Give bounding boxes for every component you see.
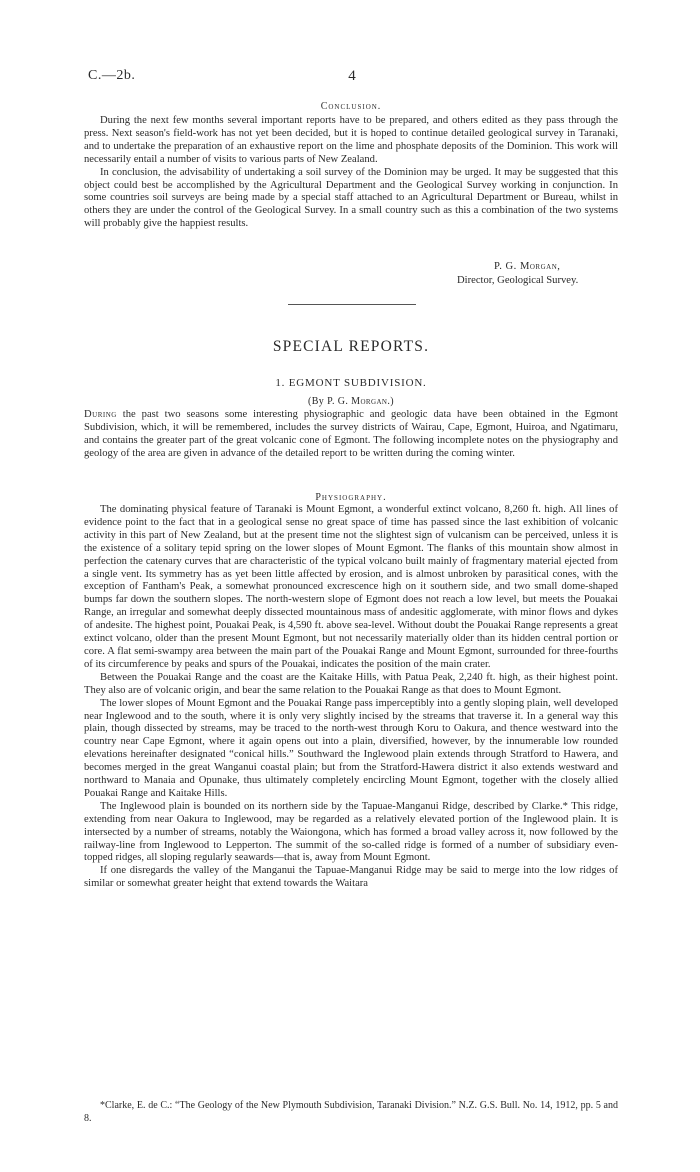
paragraph: The dominating physical feature of Taranaki is Mount Egmont, a wonderful extinct volcano, 8,260 ft. high. All lines of evidence point to the fact that in a geological sense no great space of time has passed since the last exhibition of volcanic activity in this part of New Zealand, but at the present time not the slightest sign of vulcanism can be perceived, unless it is the existence of a solitary tepid spring on the lower slopes of Mount Egmont. The flanks of this mountain show almost in perfection the catenary curves that are characteristic of the typical volcano built mainly of fragmentary material ejected from a single vent. Its symmetry has as yet been little affected by erosion, and is almost unbroken by parasitical cones, with the exception of Fantham's Peak, a somewhat pronounced excrescence high on it southern side, and two small dome-shaped bumps far down the southern slopes. The north-western slope of Egmont does not reach a low level, but meets the Pouakai Range, an irregular and somewhat deeply dissected mountainous mass of andesitic agglomerate, with minor flows and dykes of andesite. The highest point, Pouakai Peak, is 4,590 ft. above sea-level. Without doubt the Pouakai Range represents a great extinct volcano, older than the present Mount Egmont, but not necessarily materially older than its hidden central portion or core. A flat semi-swampy area between the main part of the Pouakai Range and Mount Egmont, surrounded for three-fourths of its circumference by peaks and spurs of the Pouakai, indicates the position of the main crater. <box>84 504 618 670</box>
paragraph: The Inglewood plain is bounded on its northern side by the Tapuae-Manganui Ridge, described by Clarke.* This ridge, extending from near Oakura to Inglewood, may be regarded as a relatively elevated portion of the Inglewood plain. It is intersected by a number of streams, notably the Waiongona, which has formed a broad valley across it, now followed by the railway-line from Inglewood to Lepperton. The summit of the so-called ridge is formed of a number of subsidiary even-topped ridges, all sloping regularly seawards—that is, away from Mount Egmont. <box>84 800 618 864</box>
paragraph: Between the Pouakai Range and the coast are the Kaitake Hills, with Patua Peak, 2,240 ft. high, as their highest point. They also are of volcanic origin, and bear the same relation to the Pouakai Range as that does to Mount Egmont. <box>84 671 618 696</box>
conclusion-body <box>84 115 618 231</box>
section-heading: 1. EGMONT SUBDIVISION. <box>275 377 427 389</box>
intro-body <box>84 409 618 461</box>
conclusion-heading: Conclusion. <box>320 101 382 112</box>
document-code: C.—2b. <box>88 68 136 83</box>
paragraph: During the next few months several important reports have to be prepared, and others edited as they pass through the press. Next season's field-work has not yet been decided, but it is hoped to continue detailed geological survey in Taranaki, and to undertake the preparation of an exhaustive report on the lime and phosphate deposits of the Dominion. This work will necessarily entail a number of visits to various parts of New Zealand. <box>84 115 618 165</box>
page-number: 4 <box>348 68 356 84</box>
lead-word: During <box>84 409 117 420</box>
physiography-body <box>84 504 618 891</box>
signature-title: Director, Geological Survey. <box>457 275 579 286</box>
special-reports-heading: SPECIAL REPORTS. <box>272 338 430 355</box>
byline: (By P. G. Morgan.) <box>307 396 394 407</box>
paragraph: In conclusion, the advisability of undertaking a soil survey of the Dominion may be urged. It may be suggested that this object could best be accomplished by the Agricultural Department and the Geological Survey working in conjunction. In some countries soil surveys are being made by a special staff attached to an Agricultural Department or Bureau, whilst in others they are under the control of the Geological Survey. In a small country such as this a combination of the two systems will probably give the happiest results. <box>84 166 618 230</box>
paragraph: The lower slopes of Mount Egmont and the Pouakai Range pass imperceptibly into a gently sloping plain, well developed near Inglewood and to the south, where it is only very slightly incised by the streams that traverse it. In a general way this plain, though dissected by streams, may be traced to the north-west through Koru to Oakura, and thence westward into the country near Cape Egmont, where it again opens out into a plain, diversified, however, by the innumerable low rounded elevations hereinafter designated “conical hills.” Southward the Inglewood plain extends through Stratford to Hawera, and becomes merged in the great Wanganui coastal plain; but from the Stratford-Hawera district it also extends westward and northward to Manaia and Opunake, thus ultimately completely encircling Mount Egmont, together with the closely allied Pouakai Range and Kaitake Hills. <box>84 697 618 799</box>
paragraph: During the past two seasons some interesting physiographic and geologic data have been obtained in the Egmont Subdivision, which, it will be remembered, includes the survey districts of Wairau, Cape, Egmont, Huiroa, and Ngatimaru, and contains the greater part of the great volcanic cone of Egmont. The following incomplete notes on the physiography and geology of the area are given in advance of the detailed report to be written during the coming winter. <box>84 409 618 459</box>
signature-name: P. G. Morgan, <box>494 261 561 272</box>
byline-author: P. G. Morgan <box>327 396 388 407</box>
page-header <box>88 68 616 88</box>
physiography-heading: Physiography. <box>315 492 387 503</box>
section-divider <box>288 304 416 305</box>
paragraph: If one disregards the valley of the Manganui the Tapuae-Manganui Ridge may be said to merge into the low ridges of similar or somewhat greater height that extend towards the Waitara <box>84 865 618 890</box>
footnote: *Clarke, E. de C.: “The Geology of the New Plymouth Subdivision, Taranaki Division.” N.Z. G.S. Bull. No. 14, 1912, pp. 5 and 8. <box>84 1100 618 1124</box>
